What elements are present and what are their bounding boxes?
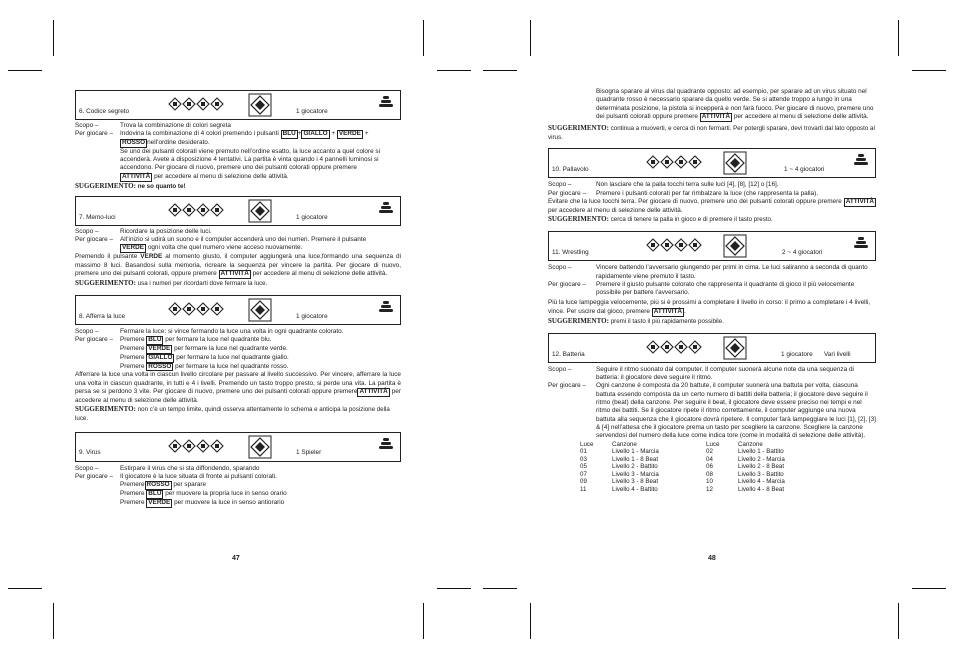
per-giocare-label: Per giocare – — [75, 473, 114, 481]
directional-pad-icon — [248, 298, 272, 322]
per-giocare-label: Per giocare – — [548, 189, 587, 197]
game-header-batteria — [548, 333, 876, 363]
verde-button-label: VERDE — [148, 498, 171, 506]
suggerimento: SUGGERIMENTO: usa i numeri per ricordarti dove fermare la luce. — [75, 278, 268, 287]
page-47: 6. Codice segreto 1 giocatore Scopo – Trova la combinazione di colori segreta Per giocare – Indovina la combinazione di 4 colori premendo i pulsanti BLU + GIALLO + VERDE + ROSSO nell’ordine desiderato. Se uno dei pulsanti colorati viene premuto nell’ordine esatto, la luce accanto a quel colore si accenderà. Avete a disposizione 4 tentativi. La partita è vinta quando i 4 pannelli luminosi si accendono. Per giocare di nuovo, premere uno dei pulsanti colorati oppure premere ATTIVITÀ per accedere al menu di selezione delle attività. SUGGERIMENTO: ne so quanto te! 7. Memo-luci 1 giocatore Scopo – Ricordare la posizione delle luci. Per giocare – All’inizio si udirà un suono e il computer accenderà uno dei numeri. Premere il pulsante VERDE ogni volta che quel numero viene acceso nuovamente. Premendo il pulsante VERDE al momento giusto, il computer aggiungerà una luce,formando una sequenza di massimo 8 luci. Basandosi sulla memoria, ricreare la sequenza per vincere la partita. Per giocare di nuovo, premere uno dei pulsanti colorati, oppure premere ATTIVITÀ per accedere al menu di selezione delle attività. SUGGERIMENTO: usa i numeri per ricordarti dove fermare la luce. 8. Afferra la luce 1 giocatore Scopo – Fermare la luce: si vince fermando la luce una volta in ogni quadrante colorato. Per giocare – Premere BLU per fermare la luce nel quadrante blu. Premere VERDE per fermare la luce nel quadrante verde. Premere GIALLO per fermare la luce nel quadrante giallo. Premere ROSSO per fermare la luce nel quadrante rosso. Afferrare la luce una volta in ciascun livello circolare per passare al livello successivo. Per vincere, afferrare la luce una volta in ciascun quadrante, in tutti e 4 i livelli. Premendo un tasto troppo presto, si perde una vita. La partita è persa se si perdono 3 vite. Per giocare di nuovo, premere uno dei pulsanti colorati oppure premere ATTIVITÀ per accedere al menu di selezione delle attività. SUGGERIMENTO: non c’è un tempo limite, quindi osserva attentamente lo schema e anticipa la posizione della luce. 9. Virus 1 Spieler Scopo – Estirpare il virus che si sta diffondendo, sparando Per giocare – Il giocatore è la luce situata di fronte ai pulsanti colorati. Premere ROSSO per sparare Premere BLU per muovere la propria luce in senso orario Premere VERDE per muovere la luce in senso antiorario — [75, 86, 401, 508]
body-text: Più la luce lampeggia velocemente, più si è prossimi a completare il livello in corso: il primo a completare i 4 livelli, vince. Per uscire dal gioco, premere ATTIVITÀ . — [548, 299, 871, 315]
game-title: 7. Memo-luci — [79, 213, 116, 221]
crop-mark — [423, 603, 424, 639]
directional-pad-icon — [248, 199, 272, 223]
player-count: 1 ~ 4 giocatori — [784, 165, 825, 173]
table-row: 01 Livello 1 - Marcia 02 Livello 1 - Battito — [580, 448, 784, 456]
player-count: 1 Spieler — [296, 449, 322, 457]
crop-mark — [437, 588, 471, 589]
levels-label: Vari livelli — [824, 350, 851, 358]
crop-mark — [483, 588, 517, 589]
body-text: Se uno dei pulsanti colorati viene premuto nell’ordine esatto, la luce accanto a quel colore si accenderà. Avete a disposizione 4 tentativi. La partita è vinta quando i 4 pannelli luminosi si accendono. Per giocare di nuovo, premere uno dei pulsanti colorati oppure premere — [120, 147, 381, 172]
attivita-button-label: ATTIVITÀ — [220, 269, 249, 277]
page-48 — [548, 88, 876, 494]
virus-continued: Bisogna sparare al virus dal quadrante opposto: ad esempio, per sparare ad un virus situato nel quadrante rosso è necessario sparare da quello verde. Se si attende troppo a lungo in una determinata posizione, la pistola si incepperà e non farà fuoco. Per giocare di nuovo, premere uno dei pulsanti colorati oppure premere ATTIVITÀ per accedere al menu di selezione delle attività. — [596, 88, 874, 120]
rosso-button-label: ROSSO — [148, 362, 172, 370]
stacked-bars-icon — [379, 438, 393, 450]
attivita-button-label: ATTIVITÀ — [701, 112, 731, 120]
game-title: 6. Codice segreto — [79, 107, 130, 115]
player-count: 1 giocatore — [296, 312, 328, 320]
scopo-text: Seguire il ritmo suonato dal computer. Il computer suonerà alcune note da una sequenza di batteria: il giocatore deve seguire il ritmo. — [596, 365, 854, 382]
body-text: Premendo il pulsante VERDE al momento giusto, il computer aggiungerà una luce,formando una sequenza di massimo 8 luci. Basandosi sulla memoria, ricreare la sequenza per vincere la partita. Per giocare di nuovo, premere uno dei pulsanti colorati, oppure premere ATTIVITÀ per accedere al menu di selezione delle attività. — [75, 253, 401, 277]
suggerimento: SUGGERIMENTO: premi il tasto il più rapidamente possibile. — [548, 316, 724, 325]
per-giocare-label: Per giocare – — [548, 382, 587, 390]
stacked-bars-icon — [379, 202, 393, 214]
game-header-memo-luci — [75, 196, 401, 226]
four-color-buttons-icon — [168, 97, 224, 111]
scopo-text: Non lasciare che la palla tocchi terra sulle luci [4], [8], [12] o [16]. — [596, 181, 779, 189]
crop-mark — [898, 20, 899, 56]
attivita-button-label: ATTIVITÀ — [359, 388, 388, 396]
page-number: 48 — [708, 555, 716, 562]
crop-mark — [912, 70, 946, 71]
table-header-row: Luce Canzone Luce Canzone — [580, 440, 763, 448]
scopo-text: Ricordare la posizione delle luci. — [120, 227, 212, 235]
table-row: 07 Livello 3 - Marcia 08 Livello 3 - Battito — [580, 470, 784, 478]
stacked-bars-icon — [379, 96, 393, 108]
per-giocare-text: Ogni canzone è composta da 20 battute, il computer suonerà una battuta per volta, ciascuna battuta essendo composta da un certo numero di battiti della batteria; il giocatore deve seguire il ritmo (beat) della canzone. Per seguire il beat, il giocatore deve essere preciso nei tempi e nel ritmo dei battiti. Se il giocatore ripete il ritmo correttamente, il computer aggiunge una nuova battuta alla sequenza che il giocatore dovrà ripetere. Il computer farà lampeggiare le luci [1], [2], [3] & [4] nell’attesa che il giocatore prema un tasto per scegliere la canzone. Scegliere la canzone servendosi del numero della luce come indica tore (come in modalità di selezione delle attività). — [596, 382, 876, 440]
scopo-label: Scopo – — [548, 365, 572, 373]
player-count: 2 ~ 4 giocatori — [782, 248, 823, 256]
directional-pad-icon — [723, 234, 747, 258]
player-count: 1 giocatore — [296, 213, 328, 221]
scopo-text: Fermare la luce: si vince fermando la luce una volta in ogni quadrante colorato. — [120, 327, 344, 335]
game-title: 10. Pallavolo — [552, 165, 589, 173]
per-giocare-text: Indovina la combinazione di 4 colori premendo i pulsanti BLU + GIALLO + VERDE + ROSSO nell’ordine desiderato. — [120, 130, 369, 147]
body-text: Evitare che la luce tocchi terra. Per giocare di nuovo, premere uno dei pulsanti colorati oppure premere ATTIVITÀ per accedere al menu di selezione delle attività. — [548, 197, 874, 214]
per-giocare-text: All’inizio si udirà un suono e il computer accenderà uno dei numeri. Premere il pulsante VERDE ogni volta che quel numero viene acceso nuovamente. — [120, 236, 367, 252]
directional-pad-icon — [248, 93, 272, 117]
table-row: 03 Livello 1 - 8 Beat 04 Livello 2 - Marcia — [580, 455, 785, 463]
player-count: 1 giocatore — [781, 350, 813, 358]
crop-mark — [53, 603, 54, 639]
verde-button-label: VERDE — [122, 244, 145, 252]
giallo-button-label: GIALLO — [303, 130, 328, 138]
per-giocare-label: Per giocare – — [75, 336, 114, 344]
page-number: 47 — [232, 555, 240, 562]
four-color-buttons-icon — [646, 155, 702, 169]
crop-mark — [483, 70, 517, 71]
crop-mark — [437, 70, 471, 71]
attivita-button-label: ATTIVITÀ — [845, 197, 874, 205]
game-title: 11. Wrestling — [552, 248, 589, 256]
scopo-label: Scopo – — [75, 227, 99, 235]
suggerimento: SUGGERIMENTO: non c’è un tempo limite, quindi osserva attentamente lo schema e anticipa la posizione della luce. — [75, 405, 390, 423]
per-giocare-text: Il giocatore è la luce situata di fronte ai pulsanti colorati. — [120, 473, 278, 481]
crop-mark — [8, 70, 42, 71]
per-giocare-text: Premere il giusto pulsante colorato che rappresenta il quadrante di gioco il più velocemente possibile per battere l’avversario. — [596, 280, 855, 297]
per-giocare-label: Per giocare – — [548, 280, 587, 288]
four-color-buttons-icon — [168, 203, 224, 217]
directional-pad-icon — [248, 435, 272, 459]
per-giocare-text: Premere BLU per fermare la luce nel quadrante blu. — [120, 336, 272, 344]
attivita-button-label: ATTIVITÀ — [122, 172, 151, 180]
blu-button-label: BLU — [148, 336, 162, 344]
game-header-wrestling — [548, 231, 876, 261]
per-giocare-text: Premere i pulsanti colorati per far rimbalzare la luce (che rappresenta la palla). — [596, 189, 818, 197]
scopo-label: Scopo – — [75, 464, 99, 472]
suggerimento: SUGGERIMENTO: continua a muoverti, e cerca di non fermarti. Per potergli sparare, devi trovarti dal lato opposto al virus. — [548, 123, 875, 141]
game-header-pallavolo — [548, 148, 876, 178]
blu-button-label: BLU — [148, 490, 162, 498]
four-color-buttons-icon — [646, 238, 702, 252]
crop-mark — [530, 603, 531, 639]
songs-table — [580, 441, 785, 494]
crop-mark — [423, 20, 424, 56]
crop-mark — [530, 20, 531, 56]
game-title: 9. Virus — [79, 449, 101, 457]
attivita-button-label: ATTIVITÀ — [653, 307, 683, 315]
suggerimento: SUGGERIMENTO: ne so quanto te! — [75, 181, 186, 190]
suggerimento: SUGGERIMENTO: cerca di tenere la palla in gioco e di premere il tasto presto. — [548, 214, 773, 223]
scopo-text: Trova la combinazione di colori segreta — [120, 122, 231, 129]
four-color-buttons-icon — [168, 439, 224, 453]
four-color-buttons-icon — [168, 302, 224, 316]
scopo-text: Estirpare il virus che si sta diffondendo, sparando — [120, 464, 260, 472]
directional-pad-icon — [723, 336, 747, 360]
per-giocare-label: Per giocare – — [75, 130, 114, 138]
directional-pad-icon — [723, 151, 747, 175]
stacked-bars-icon — [854, 237, 868, 249]
crop-mark — [53, 20, 54, 56]
game-title: 12. Batteria — [552, 350, 585, 358]
table-row: 05 Livello 2 - Battito 06 Livello 2 - 8 Beat — [580, 463, 785, 471]
giallo-button-label: GIALLO — [148, 353, 173, 361]
player-count: 1 giocatore — [296, 107, 328, 115]
body-text: Afferrare la luce una volta in ciascun livello circolare per passare al livello successivo. Per vincere, afferrare la luce una volta in ciascun quadrante, in tutti e 4 i livelli. Premendo un tasto troppo presto, si perde una vita. La partita è persa se si perdono 3 vite. Per giocare di nuovo, premere uno dei pulsanti colorati oppure premere ATTIVITÀ per accedere al menu di selezione delle attività. — [75, 371, 401, 404]
verde-button-label: VERDE — [148, 345, 171, 353]
game-title: 8. Afferra la luce — [79, 312, 126, 320]
rosso-button-label: ROSSO — [146, 481, 170, 489]
game-header-afferra-la-luce — [75, 295, 401, 325]
stacked-bars-icon — [379, 301, 393, 313]
table-row: 09 Livello 3 - 8 Beat 10 Livello 4 - Marcia — [580, 478, 785, 486]
verde-button-label: VERDE — [338, 130, 361, 138]
scopo-label: Scopo – — [548, 264, 572, 272]
crop-mark — [912, 588, 946, 589]
four-color-buttons-icon — [646, 340, 702, 354]
stacked-bars-icon — [854, 154, 868, 166]
scopo-text: Vincere battendo l’avversario giungendo per primi in cima. Le luci saliranno a seconda di quanto rapidamente viene premuto il tasto. — [596, 264, 868, 280]
game-header-codice-segreto — [75, 90, 401, 120]
scopo-label: Scopo – — [548, 181, 572, 189]
scopo-label: Scopo – — [75, 122, 99, 129]
crop-mark — [898, 603, 899, 639]
crop-mark — [8, 588, 42, 589]
game-header-virus — [75, 432, 401, 462]
table-row: 11 Livello 4 - Battito 12 Livello 4 - 8 Beat — [580, 486, 785, 494]
per-giocare-label: Per giocare – — [75, 236, 114, 244]
blu-button-label: BLU — [282, 130, 296, 138]
scopo-label: Scopo – — [75, 327, 99, 335]
rosso-button-label: ROSSO — [122, 139, 146, 147]
